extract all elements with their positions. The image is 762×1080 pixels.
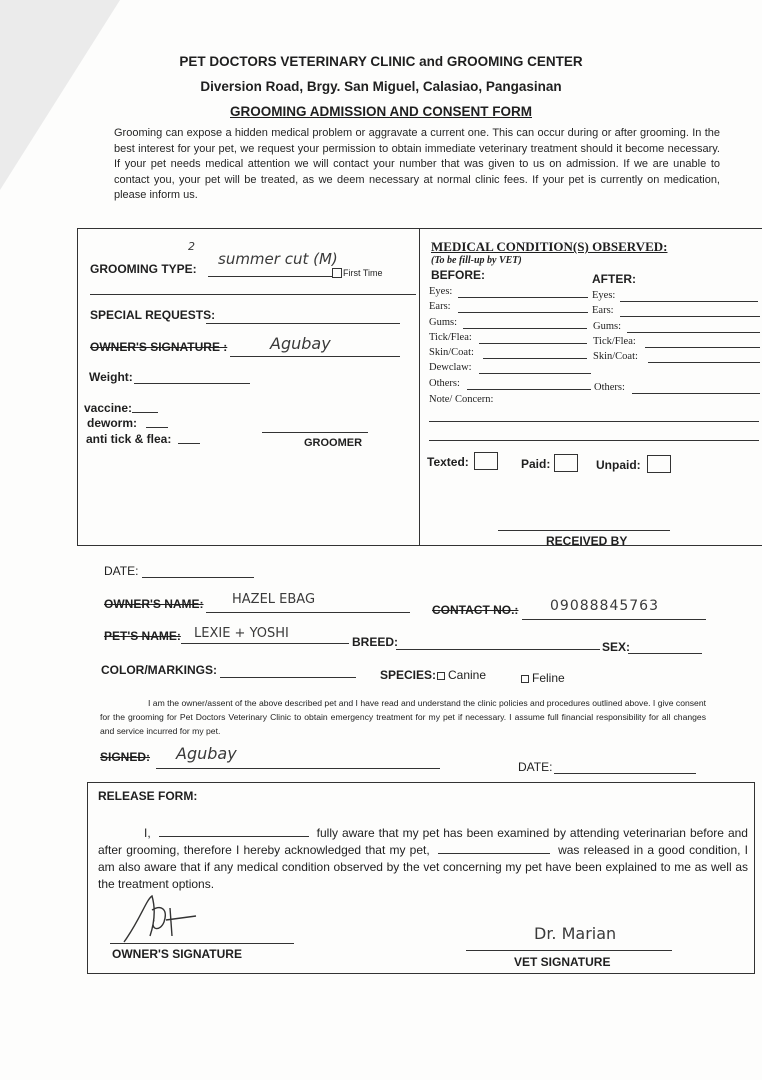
grooming-type-line-2	[90, 294, 416, 295]
breed-label: BREED:	[352, 635, 399, 649]
grooming-type-line	[208, 276, 332, 277]
intro-paragraph: Grooming can expose a hidden medical problem or aggravate a current one. This can occur during or after grooming. In the best interest for your pet, we request your permission to obtain immediate veterinary treatment should it become necessary. If your pet needs medical attention we will contact your number that was given to us on admission. If we are unable to contact you, your pet will be treated, as we deem necessary at normal clinic fees. If your pet is currently on medication, please inform us.	[114, 127, 720, 202]
before-label: BEFORE:	[431, 268, 485, 282]
after-gums-line[interactable]	[627, 332, 760, 333]
before-others: Others:	[429, 378, 460, 389]
owner-signature-release-label: OWNER'S SIGNATURE	[112, 947, 242, 961]
note-line-1[interactable]	[429, 421, 759, 422]
vet-signature-line	[466, 950, 672, 951]
unpaid-checkbox[interactable]	[647, 455, 671, 473]
after-others-line[interactable]	[632, 393, 760, 394]
after-gums: Gums:	[593, 321, 622, 332]
release-text-a: I,	[144, 826, 151, 840]
feline-checkbox[interactable]	[521, 675, 529, 683]
pet-name-value[interactable]: LEXIE + YOSHI	[194, 626, 289, 641]
medical-subtitle: (To be fill-up by VET)	[431, 255, 522, 266]
before-dewclaw: Dewclaw:	[429, 362, 472, 373]
before-gums: Gums:	[429, 317, 458, 328]
after-ears: Ears:	[592, 305, 614, 316]
vaccine-label: vaccine:	[84, 401, 133, 415]
consent-date-line[interactable]	[554, 773, 696, 774]
vet-signature-value[interactable]: Dr. Marian	[534, 924, 617, 943]
before-skin-line[interactable]	[483, 358, 587, 359]
owner-handwritten-signature	[110, 880, 220, 950]
owner-signature-line	[230, 356, 400, 357]
note-line-2[interactable]	[429, 440, 759, 441]
before-gums-line[interactable]	[463, 328, 587, 329]
sex-label: SEX:	[602, 640, 631, 654]
consent-text: I am the owner/assent of the above described pet and I have read and understand the clinic policies and procedures outlined above. I give consent for the grooming for Pet Doctors Veterinary Clinic to obtain emergency treatment for my pet if necessary. I assume full financial responsibility for all changes and service incurred for my pet.	[100, 698, 706, 736]
canine-checkbox[interactable]	[437, 672, 445, 680]
before-others-line[interactable]	[467, 389, 591, 390]
groomer-label: GROOMER	[304, 437, 363, 449]
release-text-c: was released in a good condition, I am also aware that if any medical condition observed by the vet concerning my pet have been explained to me as well as the treatment options.	[98, 843, 748, 891]
release-pet-name-line[interactable]	[438, 842, 550, 854]
paid-label: Paid:	[521, 457, 551, 471]
signed-label: SIGNED:	[100, 750, 151, 764]
after-eyes-line[interactable]	[620, 301, 758, 302]
texted-label: Texted:	[427, 455, 469, 469]
first-time-checkbox[interactable]	[332, 268, 342, 278]
feline-label: Feline	[532, 671, 565, 685]
owner-signature-value[interactable]: Agubay	[270, 334, 331, 353]
after-ears-line[interactable]	[620, 316, 760, 317]
contact-value[interactable]: 09088845763	[550, 598, 659, 614]
folded-corner	[0, 0, 120, 190]
after-eyes: Eyes:	[592, 290, 616, 301]
deworm-label: deworm:	[87, 416, 138, 430]
before-skin: Skin/Coat:	[429, 347, 474, 358]
unpaid-label: Unpaid:	[596, 458, 641, 472]
pet-name-label: PET'S NAME:	[104, 629, 181, 643]
sex-line[interactable]	[628, 653, 702, 654]
after-label: AFTER:	[592, 272, 636, 286]
before-dewclaw-line[interactable]	[479, 373, 591, 374]
received-by-label: RECEIVED BY	[546, 534, 628, 548]
date-line[interactable]	[142, 577, 254, 578]
clinic-name: PET DOCTORS VETERINARY CLINIC and GROOMING CENTER	[179, 54, 583, 69]
signed-value[interactable]: Agubay	[176, 744, 237, 763]
medical-title: MEDICAL CONDITION(S) OBSERVED:	[431, 239, 668, 254]
texted-checkbox[interactable]	[474, 452, 498, 470]
before-ears-line[interactable]	[458, 312, 588, 313]
special-requests-line[interactable]	[206, 323, 400, 324]
canine-label: Canine	[448, 668, 487, 682]
special-requests-label: SPECIAL REQUESTS:	[90, 308, 216, 322]
date-label: DATE:	[104, 564, 139, 578]
contact-line	[522, 619, 706, 620]
consent-date-label: DATE:	[518, 760, 553, 774]
after-tick: Tick/Flea:	[593, 336, 636, 347]
before-tick-line[interactable]	[479, 343, 587, 344]
owner-signature-release-line[interactable]	[110, 943, 294, 944]
owner-name-line	[206, 612, 410, 613]
after-tick-line[interactable]	[645, 347, 760, 348]
pet-name-line	[181, 643, 349, 644]
grooming-type-value[interactable]: summer cut (M)	[218, 250, 338, 268]
first-time-label: First Time	[343, 268, 383, 278]
owner-name-label: OWNER'S NAME:	[104, 597, 204, 611]
before-tick: Tick/Flea:	[429, 332, 472, 343]
grooming-type-label: GROOMING TYPE:	[90, 262, 197, 276]
species-label: SPECIES:	[380, 668, 437, 682]
before-ears: Ears:	[429, 301, 451, 312]
received-by-line[interactable]	[498, 530, 670, 531]
form-title: GROOMING ADMISSION AND CONSENT FORM	[230, 104, 532, 119]
before-eyes: Eyes:	[429, 286, 453, 297]
after-others: Others:	[594, 382, 625, 393]
signed-line	[156, 768, 440, 769]
color-markings-label: COLOR/MARKINGS:	[101, 663, 217, 677]
clinic-address: Diversion Road, Brgy. San Miguel, Calasiao, Pangasinan	[200, 79, 562, 94]
antitick-line[interactable]	[178, 443, 200, 444]
deworm-line[interactable]	[146, 427, 168, 428]
after-skin-line[interactable]	[648, 362, 760, 363]
release-title: RELEASE FORM:	[98, 789, 198, 803]
note-concern-label: Note/ Concern:	[429, 394, 494, 405]
contact-label: CONTACT NO.:	[432, 603, 519, 617]
owner-signature-label: OWNER'S SIGNATURE :	[90, 340, 228, 354]
after-skin: Skin/Coat:	[593, 351, 638, 362]
before-eyes-line[interactable]	[458, 297, 588, 298]
breed-line[interactable]	[396, 649, 600, 650]
weight-line[interactable]	[134, 383, 250, 384]
color-markings-line[interactable]	[220, 677, 356, 678]
grooming-type-count: 2	[188, 240, 195, 253]
antitick-label: anti tick & flea:	[86, 432, 172, 446]
release-text-b: fully aware that my pet has been examined by attending veterinarian before and after grooming, therefore I hereby acknowledged that my pet,	[98, 826, 748, 857]
weight-label: Weight:	[89, 370, 133, 384]
vaccine-line[interactable]	[132, 412, 158, 413]
paid-checkbox[interactable]	[554, 454, 578, 472]
vet-signature-label: VET SIGNATURE	[514, 955, 611, 969]
release-owner-name-line[interactable]	[159, 825, 309, 837]
groomer-line[interactable]	[262, 432, 368, 433]
owner-name-value[interactable]: HAZEL EBAG	[232, 592, 316, 607]
